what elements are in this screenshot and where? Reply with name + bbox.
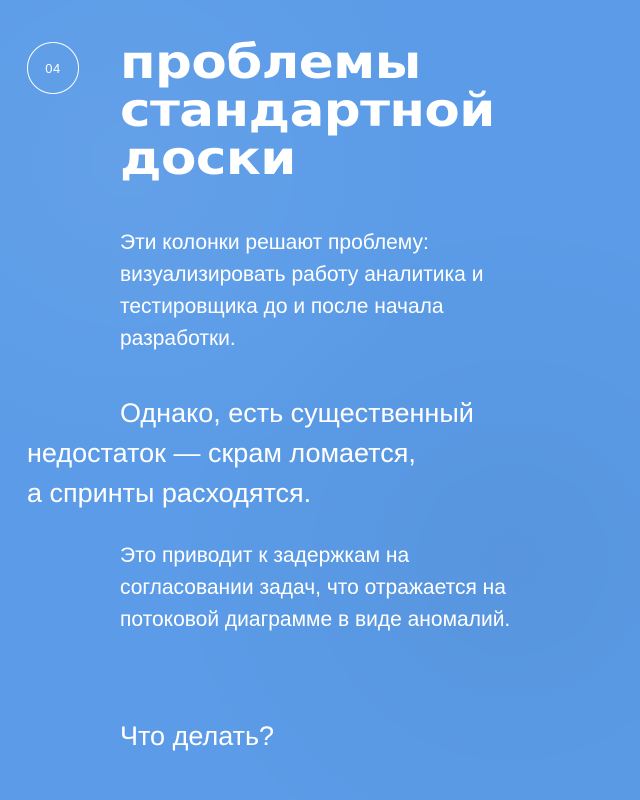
title-line: доски [120, 131, 296, 185]
text-line: Это приводит к задержкам на [120, 544, 410, 567]
title-line: проблемы [120, 35, 421, 89]
text-line: тестировщика до и после начала [120, 295, 444, 318]
intro-paragraph [120, 227, 610, 355]
highlight-paragraph [27, 393, 617, 513]
text-line: Однако, есть существенный [120, 398, 474, 428]
text-line: а спринты расходятся. [27, 478, 312, 508]
question-text: Что делать? [120, 721, 275, 751]
title-line: стандартной [120, 83, 495, 137]
slide-title [120, 35, 640, 185]
slide-number: 04 [45, 60, 61, 76]
text-line: Эти колонки решают проблему: [120, 231, 429, 254]
text-line: визуализировать работу аналитика и [120, 263, 484, 286]
text-line: согласовании задач, что отражается на [120, 576, 506, 599]
text-line: недостаток — скрам ломается, [27, 438, 416, 468]
consequence-paragraph [120, 540, 620, 636]
slide-number-badge [27, 42, 79, 94]
text-line: разработки. [120, 327, 236, 350]
text-line: потоковой диаграмме в виде аномалий. [120, 608, 511, 631]
